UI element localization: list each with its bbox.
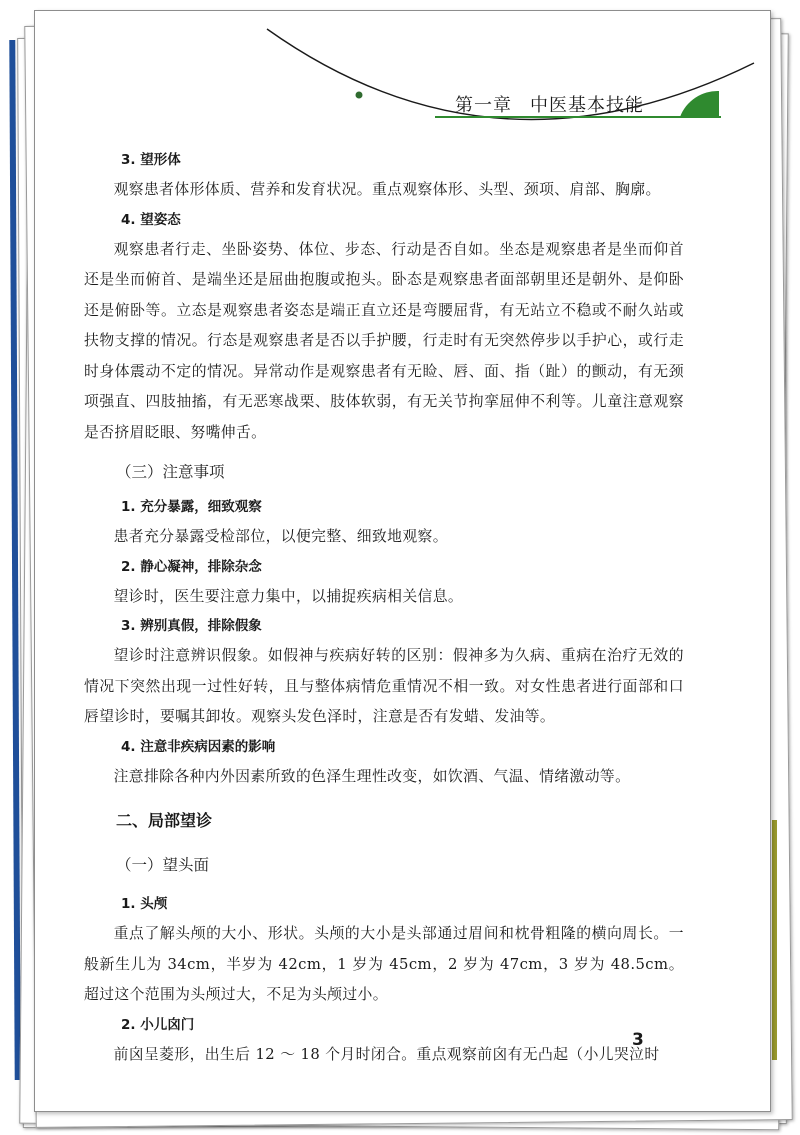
subheading-fontanelle: 2. 小儿囟门: [121, 1016, 195, 1033]
section-heading-precautions: （三）注意事项: [116, 463, 225, 481]
subheading-concentration: 2. 静心凝神，排除杂念: [121, 558, 262, 575]
chapter-title: 中医基本技能: [530, 95, 644, 116]
subheading-exposure: 1. 充分暴露，细致观察: [121, 499, 262, 515]
subheading-false-signs: 3. 辨别真假，排除假象: [121, 618, 262, 634]
chapter-number: 第一章: [455, 95, 512, 116]
header-dot: [356, 92, 363, 99]
page-edge-strip: [772, 820, 777, 1060]
green-circle-icon: [680, 91, 719, 117]
paragraph: 望诊时，医生要注意力集中，以捕捉疾病相关信息。: [113, 587, 464, 605]
paragraph: 重点了解头颅的大小、形状。头颅的大小是头部通过眉间和枕骨粗隆的横向周长。一般新生儿为 34cm，半岁为 42cm，1 岁为 45cm，2 岁为 47cm，3 岁为 48.5cm。超过这个范围为头颅过大，不足为头颅过小。: [84, 925, 684, 1003]
subheading-skull: 1. 头颅: [121, 896, 168, 912]
paragraph: 观察患者行走、坐卧姿势、体位、步态、行动是否自如。坐态是观察患者是坐而仰首还是坐而俯首、是端坐还是屈曲抱腹或抱头。卧态是观察患者面部朝里还是朝外、是仰卧还是俯卧等。立态是观察患者姿态是端正直立还是弯腰屈背，有无站立不稳或不耐久站或扶物支撑的情况。行态是观察患者是否以手护腰，行走时有无突然停步以手护心，或行走时身体震动不定的情况。异常动作是观察患者有无睑、唇、面、指（趾）的颤动，有无颈项强直、四肢抽搐，有无恶寒战栗、肢体软弱，有无关节拘挛屈伸不利等。儿童注意观察是否挤眉眨眼、努嘴伸舌。: [84, 240, 684, 441]
subheading-posture: 4. 望姿态: [121, 211, 181, 228]
subheading-non-disease-factors: 4. 注意非疾病因素的影响: [121, 738, 276, 755]
paragraph: 望诊时注意辨识假象。如假神与疾病好转的区别：假神多为久病、重病在治疗无效的情况下突然出现一过性好转，且与整体病情危重情况不相一致。对女性患者进行面部和口唇望诊时，要嘱其卸妆。观察头发色泽时，注意是否有发蜡、发油等。: [84, 647, 684, 725]
subheading-body-shape: 3. 望形体: [121, 152, 181, 168]
section-heading-local-inspection: 二、局部望诊: [116, 811, 213, 830]
paragraph: 注意排除各种内外因素所致的色泽生理性改变，如饮酒、气温、情绪激动等。: [113, 767, 631, 785]
header-decoration: [35, 11, 770, 151]
page-content: [84, 146, 684, 1070]
page-number: 3: [632, 1030, 644, 1050]
chapter-heading: [455, 91, 644, 117]
paragraph: 患者充分暴露受检部位，以便完整、细致地观察。: [113, 528, 448, 545]
paragraph: 观察患者体形体质、营养和发育状况。重点观察体形、头型、颈项、肩部、胸廓。: [113, 181, 661, 198]
section-heading-head-face: （一）望头面: [116, 856, 210, 874]
paragraph: 前囟呈菱形，出生后 12 ～ 18 个月时闭合。重点观察前囟有无凸起（小儿哭泣时: [113, 1045, 660, 1063]
